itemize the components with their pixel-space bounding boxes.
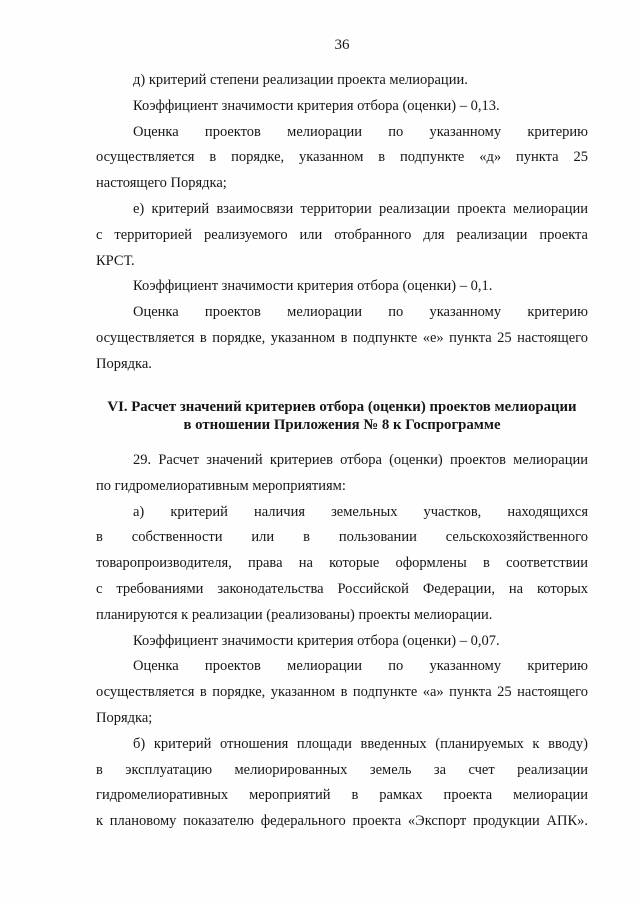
paragraph-coefficient	[96, 94, 588, 120]
paragraph-line: е) критерий взаимосвязи территории реализации проекта мелиорации	[133, 200, 588, 217]
paragraph-line: осуществляется в порядке, указанном в подпункте «е» пункта 25 настоящего	[96, 329, 588, 346]
section-heading	[96, 398, 588, 434]
paragraph-line: по гидромелиоративным мероприятиям:	[96, 477, 346, 494]
paragraph-line: Коэффициент значимости критерия отбора (оценки) – 0,07.	[133, 632, 500, 649]
paragraph-assessment	[96, 300, 588, 377]
paragraph-line: в собственности или в пользовании сельскохозяйственного	[96, 529, 588, 546]
page-number: 36	[334, 37, 350, 53]
paragraph-line: а) критерий наличия земельных участков, находящихся	[133, 503, 588, 520]
paragraph-line: осуществляется в порядке, указанном в подпункте «а» пункта 25 настоящего	[96, 684, 588, 701]
paragraph-criterion-a	[96, 500, 588, 629]
paragraph-line: Коэффициент значимости критерия отбора (оценки) – 0,13.	[133, 97, 500, 114]
paragraph-line: б) критерий отношения площади введенных (планируемых к вводу)	[133, 735, 588, 752]
paragraph-line: Порядка;	[96, 709, 153, 726]
text-block-top	[96, 68, 588, 378]
paragraph-line: настоящего Порядка;	[96, 175, 227, 192]
paragraph-assessment	[96, 120, 588, 197]
paragraph-line: гидромелиоративных мероприятий в рамках проекта мелиорации	[96, 787, 588, 804]
paragraph-coefficient	[96, 274, 588, 300]
section-heading-line: в отношении Приложения № 8 к Госпрограмме	[183, 417, 501, 433]
paragraph-line: осуществляется в порядке, указанном в подпункте «д» пункта 25	[96, 149, 588, 166]
paragraph-line: Оценка проектов мелиорации по указанному критерию	[133, 658, 588, 675]
paragraph-criterion-d	[96, 68, 588, 94]
paragraph-line: к плановому показателю федерального проекта «Экспорт продукции АПК».	[96, 813, 588, 830]
paragraph-criterion-e	[96, 197, 588, 274]
paragraph-line: товаропроизводителя, права на которые оформлены в соответствии	[96, 555, 588, 572]
paragraph-line: 29. Расчет значений критериев отбора (оценки) проектов мелиорации	[133, 452, 588, 468]
paragraph-criterion-b	[96, 732, 588, 835]
paragraph-line: Порядка.	[96, 355, 152, 372]
paragraph-line: КРСТ.	[96, 252, 135, 269]
paragraph-item-29	[96, 448, 588, 500]
paragraph-line: с требованиями законодательства Российской Федерации, на которых	[96, 580, 588, 597]
section-heading-line: VI. Расчет значений критериев отбора (оценки) проектов мелиорации	[107, 399, 577, 415]
text-block-bottom	[96, 448, 588, 835]
paragraph-coefficient	[96, 629, 588, 655]
paragraph-line: Оценка проектов мелиорации по указанному критерию	[133, 123, 588, 140]
paragraph-line: Коэффициент значимости критерия отбора (оценки) – 0,1.	[133, 278, 493, 295]
paragraph-assessment	[96, 654, 588, 731]
paragraph-line: Оценка проектов мелиорации по указанному критерию	[133, 304, 588, 321]
paragraph-line: д) критерий степени реализации проекта мелиорации.	[133, 72, 468, 88]
paragraph-line: с территорией реализуемого или отобранного для реализации проекта	[96, 226, 588, 243]
paragraph-line: в эксплуатацию мелиорированных земель за счет реализации	[96, 761, 588, 778]
paragraph-line: планируются к реализации (реализованы) проекты мелиорации.	[96, 606, 493, 623]
